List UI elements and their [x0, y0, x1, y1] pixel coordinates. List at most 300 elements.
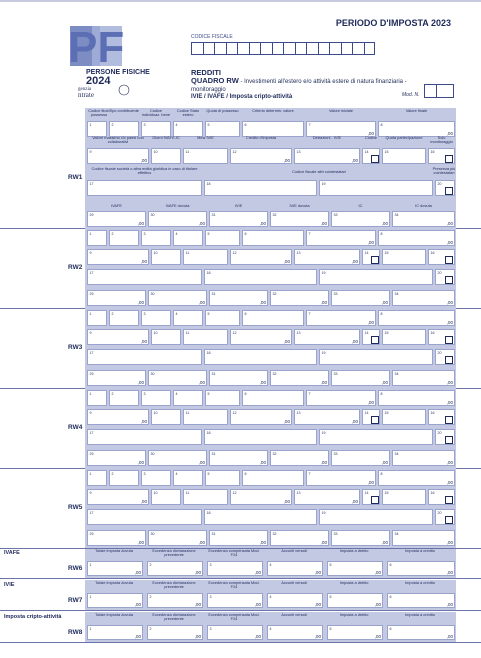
field-9[interactable]: [87, 249, 149, 265]
codice-fiscale-char-box[interactable]: [295, 42, 307, 55]
section-label-1: IVAFE: [4, 550, 20, 556]
decimal-suffix: ,00: [259, 221, 266, 226]
decimal-suffix: ,00: [381, 540, 388, 545]
decimal-suffix: ,00: [320, 460, 327, 465]
decimal-suffix: ,00: [381, 221, 388, 226]
decimal-suffix: ,00: [367, 480, 374, 485]
field-number: 18: [206, 350, 211, 355]
field-number: 8: [380, 122, 383, 127]
field-11[interactable]: [183, 249, 228, 265]
field-2[interactable]: [109, 310, 139, 326]
field-2[interactable]: [147, 561, 203, 576]
field-number: 17: [89, 270, 94, 275]
top-border: [0, 0, 481, 2]
field-33[interactable]: [331, 290, 390, 306]
field-31[interactable]: [209, 530, 268, 546]
decimal-suffix: ,00: [254, 634, 261, 639]
field-number: 3: [143, 471, 146, 476]
decimal-suffix: ,00: [283, 499, 290, 504]
codice-fiscale-char-box[interactable]: [283, 42, 295, 55]
field-34[interactable]: [392, 450, 455, 466]
decimal-suffix: ,00: [446, 300, 453, 305]
field-3[interactable]: [207, 625, 263, 640]
title-quadro-rw: QUADRO RW: [191, 76, 239, 85]
field-13[interactable]: [294, 148, 360, 164]
field-number: 4: [175, 311, 178, 316]
field-number: 13: [296, 330, 301, 335]
field-17[interactable]: [87, 429, 202, 445]
codice-fiscale-char-box[interactable]: [341, 42, 353, 55]
field-5[interactable]: [205, 310, 240, 326]
field-32[interactable]: [270, 290, 329, 306]
field-number: 30: [150, 451, 155, 456]
row-label-RW6: RW6: [68, 565, 83, 572]
decimal-suffix: ,00: [198, 380, 205, 385]
field-29[interactable]: [87, 290, 146, 306]
field-18[interactable]: [204, 269, 317, 285]
field-3[interactable]: [141, 390, 171, 406]
title-ivie-ivafe: IVIE / IVAFE / Imposta cripto-attività: [191, 94, 293, 101]
field-15[interactable]: [382, 409, 426, 425]
field-number: 15: [384, 490, 389, 495]
field-34[interactable]: [392, 290, 455, 306]
field-10[interactable]: [151, 249, 181, 265]
field-number: 7: [308, 311, 311, 316]
tax-header-2: Eccedenza dichiarazione precedente: [152, 548, 196, 558]
field-number: 3: [143, 311, 146, 316]
field-15[interactable]: [382, 148, 426, 164]
decimal-suffix: ,00: [351, 499, 358, 504]
field-12[interactable]: [230, 329, 292, 345]
decimal-suffix: ,00: [254, 570, 261, 575]
field-number: 12: [232, 149, 237, 154]
field-5[interactable]: [327, 593, 383, 608]
field-11[interactable]: [183, 329, 228, 345]
checkbox[interactable]: [445, 155, 453, 163]
decimal-suffix: ,00: [351, 339, 358, 344]
field-3[interactable]: [141, 230, 171, 246]
field-30[interactable]: [148, 211, 207, 227]
field-number: 4: [269, 594, 272, 599]
field-6[interactable]: [242, 470, 304, 486]
field-6[interactable]: [387, 625, 455, 640]
field-2[interactable]: [109, 470, 139, 486]
checkbox[interactable]: [445, 276, 453, 284]
header-r2-7: Quota partecipazione: [385, 135, 423, 140]
field-34[interactable]: [392, 211, 455, 227]
field-29[interactable]: [87, 450, 146, 466]
tax-header-6: Imposta a credito: [405, 580, 435, 585]
tax-header-1: Totale imposta dovuta: [95, 580, 133, 585]
field-6[interactable]: [242, 390, 304, 406]
field-33[interactable]: [331, 450, 390, 466]
field-number: 4: [269, 562, 272, 567]
decimal-suffix: ,00: [446, 602, 453, 607]
codice-fiscale-char-box[interactable]: [203, 42, 215, 55]
field-number: 7: [308, 231, 311, 236]
row-label-RW1: RW1: [68, 174, 83, 181]
field-number: 17: [89, 350, 94, 355]
field-number: 8: [380, 231, 383, 236]
tax-header-3: Eccedenza compensata Mod. F24: [208, 580, 260, 590]
field-8[interactable]: [378, 310, 455, 326]
checkbox[interactable]: [445, 336, 453, 344]
field-number: 5: [207, 391, 210, 396]
checkbox[interactable]: [371, 416, 379, 424]
header-r1-3: Codice individuaz. bene: [141, 108, 171, 118]
field-number: 32: [272, 371, 277, 376]
tax-header-5: Imposta a debito: [339, 580, 369, 585]
field-number: 16: [430, 250, 435, 255]
field-number: 18: [206, 430, 211, 435]
field-number: 2: [149, 562, 152, 567]
field-number: 6: [389, 626, 392, 631]
decimal-suffix: ,00: [198, 540, 205, 545]
tax-header-4: Acconti versati: [281, 580, 307, 585]
field-number: 4: [175, 471, 178, 476]
field-number: 34: [394, 291, 399, 296]
field-number: 29: [89, 451, 94, 456]
field-4[interactable]: [173, 310, 203, 326]
field-number: 10: [153, 410, 158, 415]
field-number: 7: [308, 471, 311, 476]
field-30[interactable]: [148, 370, 207, 386]
field-number: 6: [389, 594, 392, 599]
field-9[interactable]: [87, 409, 149, 425]
checkbox[interactable]: [371, 155, 379, 163]
field-34[interactable]: [392, 530, 455, 546]
field-32[interactable]: [270, 370, 329, 386]
field-number: 30: [150, 212, 155, 217]
field-34[interactable]: [392, 370, 455, 386]
codice-fiscale-input[interactable]: [191, 42, 375, 55]
field-33[interactable]: [331, 211, 390, 227]
field-1[interactable]: [87, 310, 107, 326]
field-19[interactable]: [319, 509, 433, 525]
decimal-suffix: ,00: [283, 339, 290, 344]
field-12[interactable]: [230, 249, 292, 265]
field-2[interactable]: [147, 593, 203, 608]
decimal-suffix: ,00: [198, 221, 205, 226]
header-r2-8: Solo monitoraggio: [430, 135, 453, 145]
field-5[interactable]: [205, 470, 240, 486]
field-10[interactable]: [151, 409, 181, 425]
field-number: 18: [206, 181, 211, 186]
decimal-suffix: ,00: [446, 634, 453, 639]
logo-pf-text: PF: [68, 26, 125, 72]
field-number: 33: [333, 291, 338, 296]
header-r1-2: Tipo contribuente: [109, 108, 139, 113]
header-r1-4: Codice Stato estero: [176, 108, 200, 118]
field-32[interactable]: [270, 530, 329, 546]
field-number: 16: [430, 149, 435, 154]
field-12[interactable]: [230, 148, 292, 164]
field-19[interactable]: [319, 269, 433, 285]
field-number: 20: [437, 181, 442, 186]
field-19[interactable]: [319, 180, 433, 196]
field-9[interactable]: [87, 489, 149, 505]
field-number: 9: [89, 490, 92, 495]
title-quadro: [191, 77, 411, 102]
field-19[interactable]: [319, 429, 433, 445]
codice-fiscale-char-box[interactable]: [364, 42, 376, 55]
field-number: 20: [437, 270, 442, 275]
field-6[interactable]: [387, 593, 455, 608]
checkbox[interactable]: [445, 416, 453, 424]
field-32[interactable]: [270, 450, 329, 466]
field-13[interactable]: [294, 489, 360, 505]
field-5[interactable]: [205, 230, 240, 246]
header-r2-2: Giorni IVAFE-IC: [152, 135, 180, 140]
field-number: 15: [384, 410, 389, 415]
field-7[interactable]: [306, 390, 376, 406]
decimal-suffix: ,00: [367, 240, 374, 245]
field-number: 1: [89, 122, 92, 127]
field-3[interactable]: [207, 561, 263, 576]
decimal-suffix: ,00: [259, 300, 266, 305]
decimal-suffix: ,00: [446, 320, 453, 325]
field-1[interactable]: [87, 390, 107, 406]
field-1[interactable]: [87, 470, 107, 486]
field-number: 31: [211, 451, 216, 456]
codice-fiscale-char-box[interactable]: [226, 42, 238, 55]
decimal-suffix: ,00: [446, 400, 453, 405]
decimal-suffix: ,00: [381, 300, 388, 305]
decimal-suffix: ,00: [367, 400, 374, 405]
field-7[interactable]: [306, 470, 376, 486]
decimal-suffix: ,00: [314, 602, 321, 607]
field-number: 5: [207, 122, 210, 127]
field-number: 2: [111, 471, 114, 476]
field-2[interactable]: [147, 625, 203, 640]
decimal-suffix: ,00: [446, 540, 453, 545]
field-7[interactable]: [306, 230, 376, 246]
field-5[interactable]: [327, 561, 383, 576]
field-33[interactable]: [331, 530, 390, 546]
field-number: 3: [143, 391, 146, 396]
decimal-suffix: ,00: [134, 634, 141, 639]
field-29[interactable]: [87, 370, 146, 386]
logo-agenzia: genzia: [78, 87, 92, 92]
field-3[interactable]: [207, 593, 263, 608]
field-17[interactable]: [87, 180, 202, 196]
field-number: 5: [329, 594, 332, 599]
field-number: 32: [272, 291, 277, 296]
field-11[interactable]: [183, 409, 228, 425]
header-r2-1: Valore massimo c/c paesi non collaborativi: [92, 135, 144, 145]
field-2[interactable]: [109, 230, 139, 246]
field-31[interactable]: [209, 450, 268, 466]
persone-fisiche-logo: [62, 26, 154, 98]
tax-header-1: Totale imposta dovuta: [95, 612, 133, 617]
field-31[interactable]: [209, 211, 268, 227]
field-13[interactable]: [294, 409, 360, 425]
field-1[interactable]: [87, 593, 143, 608]
field-number: 6: [244, 231, 247, 236]
field-10[interactable]: [151, 489, 181, 505]
field-6[interactable]: [387, 561, 455, 576]
checkbox[interactable]: [445, 496, 453, 504]
decimal-suffix: ,00: [194, 634, 201, 639]
field-number: 34: [394, 451, 399, 456]
checkbox[interactable]: [445, 256, 453, 264]
field-29[interactable]: [87, 530, 146, 546]
field-33[interactable]: [331, 370, 390, 386]
field-4[interactable]: [173, 470, 203, 486]
field-15[interactable]: [382, 489, 426, 505]
field-32[interactable]: [270, 211, 329, 227]
field-number: 1: [89, 391, 92, 396]
field-18[interactable]: [204, 509, 317, 525]
separator-line: [0, 642, 481, 643]
field-number: 15: [384, 330, 389, 335]
field-number: 4: [175, 122, 178, 127]
field-2[interactable]: [109, 390, 139, 406]
codice-fiscale-char-box[interactable]: [249, 42, 261, 55]
codice-fiscale-char-box[interactable]: [352, 42, 364, 55]
decimal-suffix: ,00: [446, 380, 453, 385]
field-31[interactable]: [209, 290, 268, 306]
tax-header-2: Eccedenza dichiarazione precedente: [152, 580, 196, 590]
field-8[interactable]: [378, 230, 455, 246]
checkbox[interactable]: [445, 516, 453, 524]
decimal-suffix: ,00: [134, 602, 141, 607]
field-number: 17: [89, 510, 94, 515]
mod-n-input[interactable]: [424, 84, 454, 98]
field-number: 33: [333, 212, 338, 217]
field-12[interactable]: [230, 409, 292, 425]
field-30[interactable]: [148, 450, 207, 466]
decimal-suffix: ,00: [446, 460, 453, 465]
checkbox[interactable]: [371, 256, 379, 264]
field-number: 2: [111, 122, 114, 127]
field-number: 4: [175, 231, 178, 236]
field-17[interactable]: [87, 269, 202, 285]
field-29[interactable]: [87, 211, 146, 227]
codice-fiscale-char-box[interactable]: [329, 42, 341, 55]
row-label-RW3: RW3: [68, 344, 83, 351]
field-4[interactable]: [173, 230, 203, 246]
field-9[interactable]: [87, 329, 149, 345]
codice-fiscale-char-box[interactable]: [237, 42, 249, 55]
field-11[interactable]: [183, 148, 228, 164]
field-11[interactable]: [183, 489, 228, 505]
field-number: 12: [232, 330, 237, 335]
checkbox[interactable]: [371, 496, 379, 504]
separator-line: [0, 578, 481, 579]
field-number: 12: [232, 410, 237, 415]
field-number: 17: [89, 181, 94, 186]
field-30[interactable]: [148, 530, 207, 546]
field-13[interactable]: [294, 329, 360, 345]
field-18[interactable]: [204, 429, 317, 445]
codice-fiscale-char-box[interactable]: [306, 42, 318, 55]
field-1[interactable]: [87, 561, 143, 576]
field-6[interactable]: [242, 230, 304, 246]
field-4[interactable]: [173, 390, 203, 406]
field-number: 5: [207, 231, 210, 236]
decimal-suffix: ,00: [314, 634, 321, 639]
field-30[interactable]: [148, 290, 207, 306]
field-number: 13: [296, 149, 301, 154]
checkbox[interactable]: [445, 356, 453, 364]
field-number: 32: [272, 531, 277, 536]
field-number: 14: [364, 149, 369, 154]
field-number: 2: [149, 594, 152, 599]
decimal-suffix: ,00: [320, 380, 327, 385]
header-r4-3: IVIE: [234, 203, 243, 208]
codice-fiscale-char-box[interactable]: [318, 42, 330, 55]
field-number: 14: [364, 330, 369, 335]
field-10[interactable]: [151, 329, 181, 345]
field-18[interactable]: [204, 349, 317, 365]
field-19[interactable]: [319, 349, 433, 365]
field-number: 3: [209, 562, 212, 567]
field-4[interactable]: [267, 625, 323, 640]
emblem-icon: [119, 85, 129, 95]
codice-fiscale-char-box[interactable]: [260, 42, 272, 55]
field-17[interactable]: [87, 349, 202, 365]
field-8[interactable]: [378, 470, 455, 486]
field-18[interactable]: [204, 180, 317, 196]
field-1[interactable]: [87, 625, 143, 640]
field-number: 29: [89, 371, 94, 376]
field-7[interactable]: [306, 310, 376, 326]
field-15[interactable]: [382, 329, 426, 345]
field-15[interactable]: [382, 249, 426, 265]
field-12[interactable]: [230, 489, 292, 505]
codice-fiscale-char-box[interactable]: [272, 42, 284, 55]
header-r3-3: Presenza più cointestatari: [432, 166, 456, 176]
field-17[interactable]: [87, 509, 202, 525]
field-number: 33: [333, 451, 338, 456]
row-label-RW7: RW7: [68, 597, 83, 604]
checkbox[interactable]: [445, 187, 453, 195]
field-number: 2: [111, 391, 114, 396]
tax-header-6: Imposta a credito: [405, 548, 435, 553]
checkbox[interactable]: [445, 436, 453, 444]
field-number: 29: [89, 291, 94, 296]
field-number: 3: [143, 231, 146, 236]
field-6[interactable]: [242, 310, 304, 326]
field-9[interactable]: [87, 148, 149, 164]
checkbox[interactable]: [371, 336, 379, 344]
decimal-suffix: ,00: [446, 570, 453, 575]
field-number: 9: [89, 410, 92, 415]
field-13[interactable]: [294, 249, 360, 265]
field-4[interactable]: [267, 561, 323, 576]
logo-persone-fisiche: PERSONE FISICHE: [86, 69, 150, 76]
field-5[interactable]: [327, 625, 383, 640]
separator-line: [0, 610, 481, 611]
field-number: 10: [153, 149, 158, 154]
field-4[interactable]: [267, 593, 323, 608]
header-r3-2: Codice fiscale altri cointestatari: [292, 169, 346, 174]
field-10[interactable]: [151, 148, 181, 164]
field-8[interactable]: [378, 390, 455, 406]
field-3[interactable]: [141, 310, 171, 326]
codice-fiscale-char-box[interactable]: [214, 42, 226, 55]
field-5[interactable]: [205, 390, 240, 406]
field-3[interactable]: [141, 470, 171, 486]
field-1[interactable]: [87, 230, 107, 246]
field-number: 2: [111, 231, 114, 236]
field-31[interactable]: [209, 370, 268, 386]
codice-fiscale-char-box[interactable]: [191, 42, 203, 55]
header-r1-8: Valore finale: [405, 108, 428, 113]
field-number: 19: [321, 270, 326, 275]
decimal-suffix: ,00: [320, 221, 327, 226]
